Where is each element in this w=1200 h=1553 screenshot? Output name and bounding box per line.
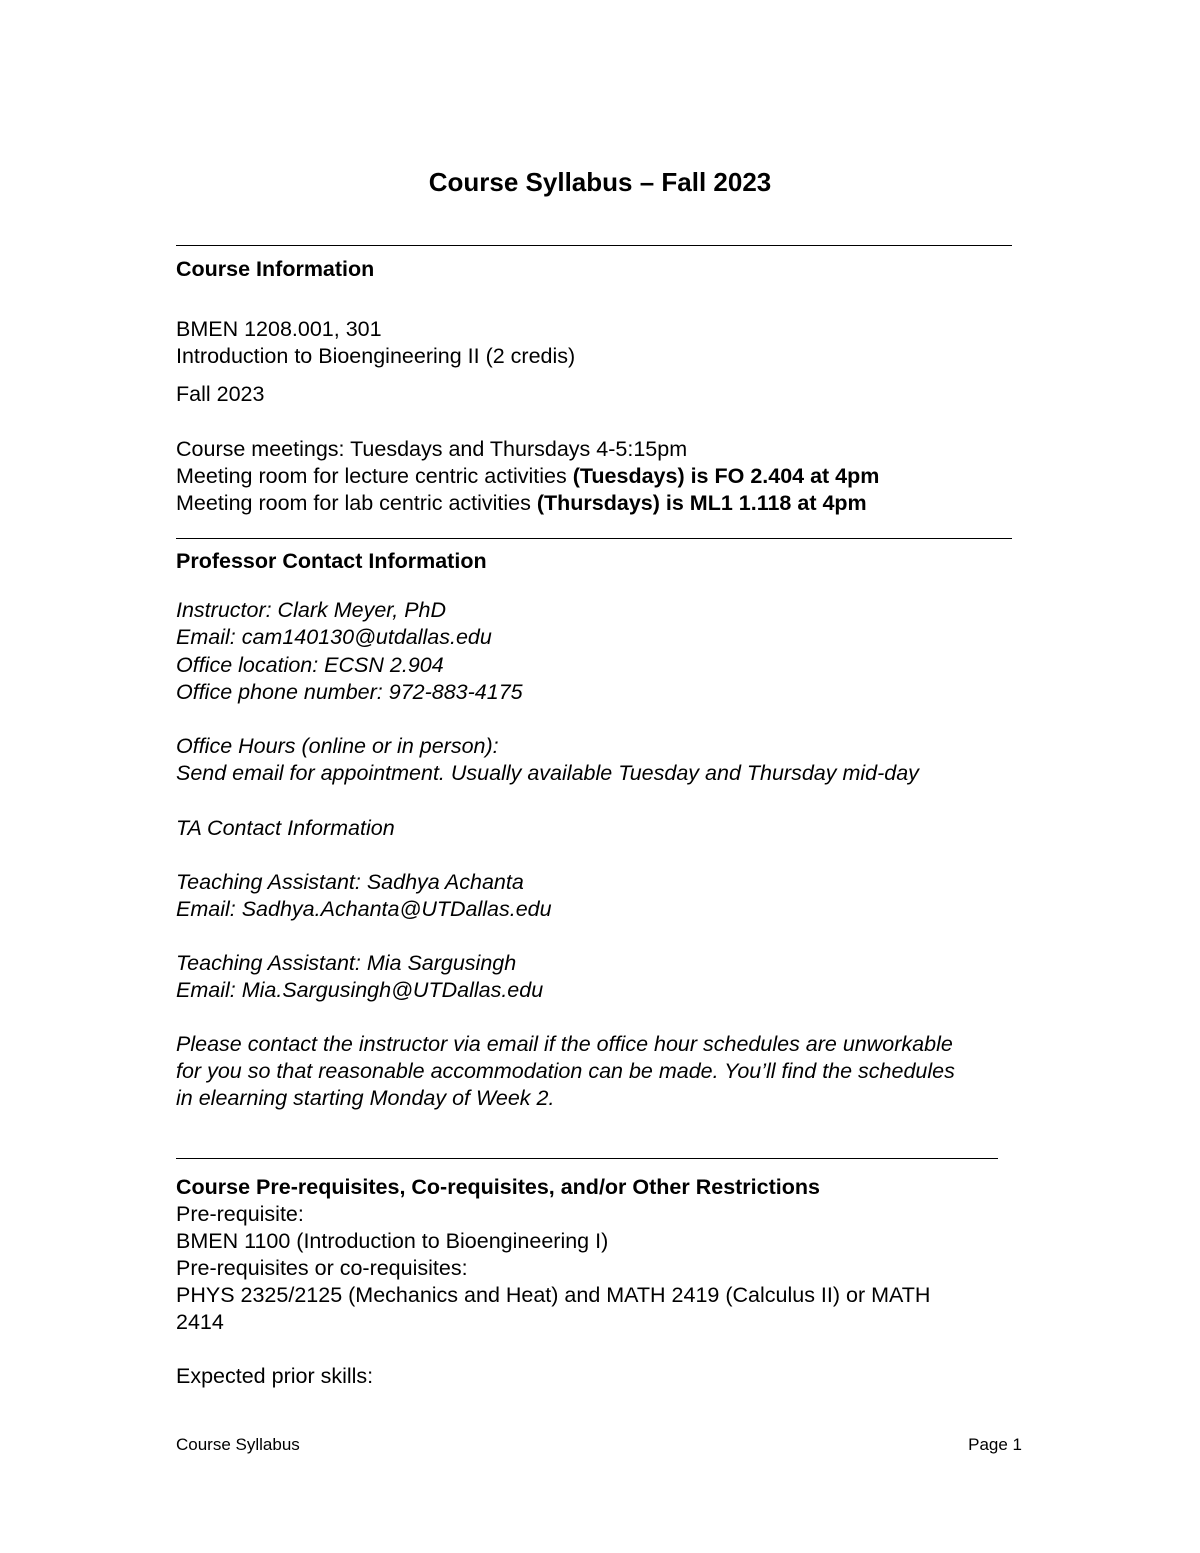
course-meetings: Course meetings: Tuesdays and Thursdays 4-5:15pm [176, 437, 688, 461]
prereq-label: Pre-requisite: [176, 1202, 304, 1226]
coreq-line-1: PHYS 2325/2125 (Mechanics and Heat) and MATH 2419 (Calculus II) or MATH [176, 1283, 931, 1307]
footer-left: Course Syllabus [176, 1435, 300, 1454]
section-divider [176, 245, 1012, 246]
instructor-email: Email: cam140130@utdallas.edu [176, 625, 492, 649]
course-name: Introduction to Bioengineering II (2 credis) [176, 344, 576, 368]
office-phone: Office phone number: 972-883-4175 [176, 680, 523, 704]
coreq-label: Pre-requisites or co-requisites: [176, 1256, 468, 1280]
ta1-email: Email: Sadhya.Achanta@UTDallas.edu [176, 897, 552, 921]
page-title: Course Syllabus – Fall 2023 [428, 167, 772, 197]
section-divider [176, 538, 1012, 539]
professor-heading: Professor Contact Information [176, 549, 487, 573]
lecture-room-detail: (Tuesdays) is FO 2.404 at 4pm [572, 464, 880, 488]
ta-heading: TA Contact Information [176, 816, 395, 840]
prereqs-heading: Course Pre-requisites, Co-requisites, and/or Other Restrictions [176, 1175, 820, 1199]
lab-room-detail: (Thursdays) is ML1 1.118 at 4pm [536, 491, 867, 515]
page-number: Page 1 [968, 1435, 1022, 1454]
ta2-name: Teaching Assistant: Mia Sargusingh [176, 951, 517, 975]
course-code: BMEN 1208.001, 301 [176, 317, 382, 341]
lecture-room-prefix: Meeting room for lecture centric activities [176, 464, 573, 488]
course-term: Fall 2023 [176, 382, 265, 406]
course-info-heading: Course Information [176, 257, 375, 281]
office-hours-label: Office Hours (online or in person): [176, 734, 499, 758]
contact-note-line-3: in elearning starting Monday of Week 2. [176, 1086, 555, 1110]
office-hours-text: Send email for appointment. Usually available Tuesday and Thursday mid-day [176, 761, 919, 785]
lab-room-prefix: Meeting room for lab centric activities [176, 491, 537, 515]
ta2-email: Email: Mia.Sargusingh@UTDallas.edu [176, 978, 544, 1002]
lecture-room-line [176, 463, 879, 490]
prereq-value: BMEN 1100 (Introduction to Bioengineering I) [176, 1229, 609, 1253]
lab-room-line [176, 490, 867, 517]
prior-skills-label: Expected prior skills: [176, 1364, 374, 1388]
contact-note-line-2: for you so that reasonable accommodation can be made. You’ll find the schedules [176, 1059, 955, 1083]
coreq-line-2: 2414 [176, 1310, 224, 1334]
instructor-name: Instructor: Clark Meyer, PhD [176, 598, 447, 622]
office-location: Office location: ECSN 2.904 [176, 653, 444, 677]
section-divider [176, 1158, 998, 1159]
contact-note-line-1: Please contact the instructor via email if the office hour schedules are unworkable [176, 1032, 953, 1056]
ta1-name: Teaching Assistant: Sadhya Achanta [176, 870, 524, 894]
